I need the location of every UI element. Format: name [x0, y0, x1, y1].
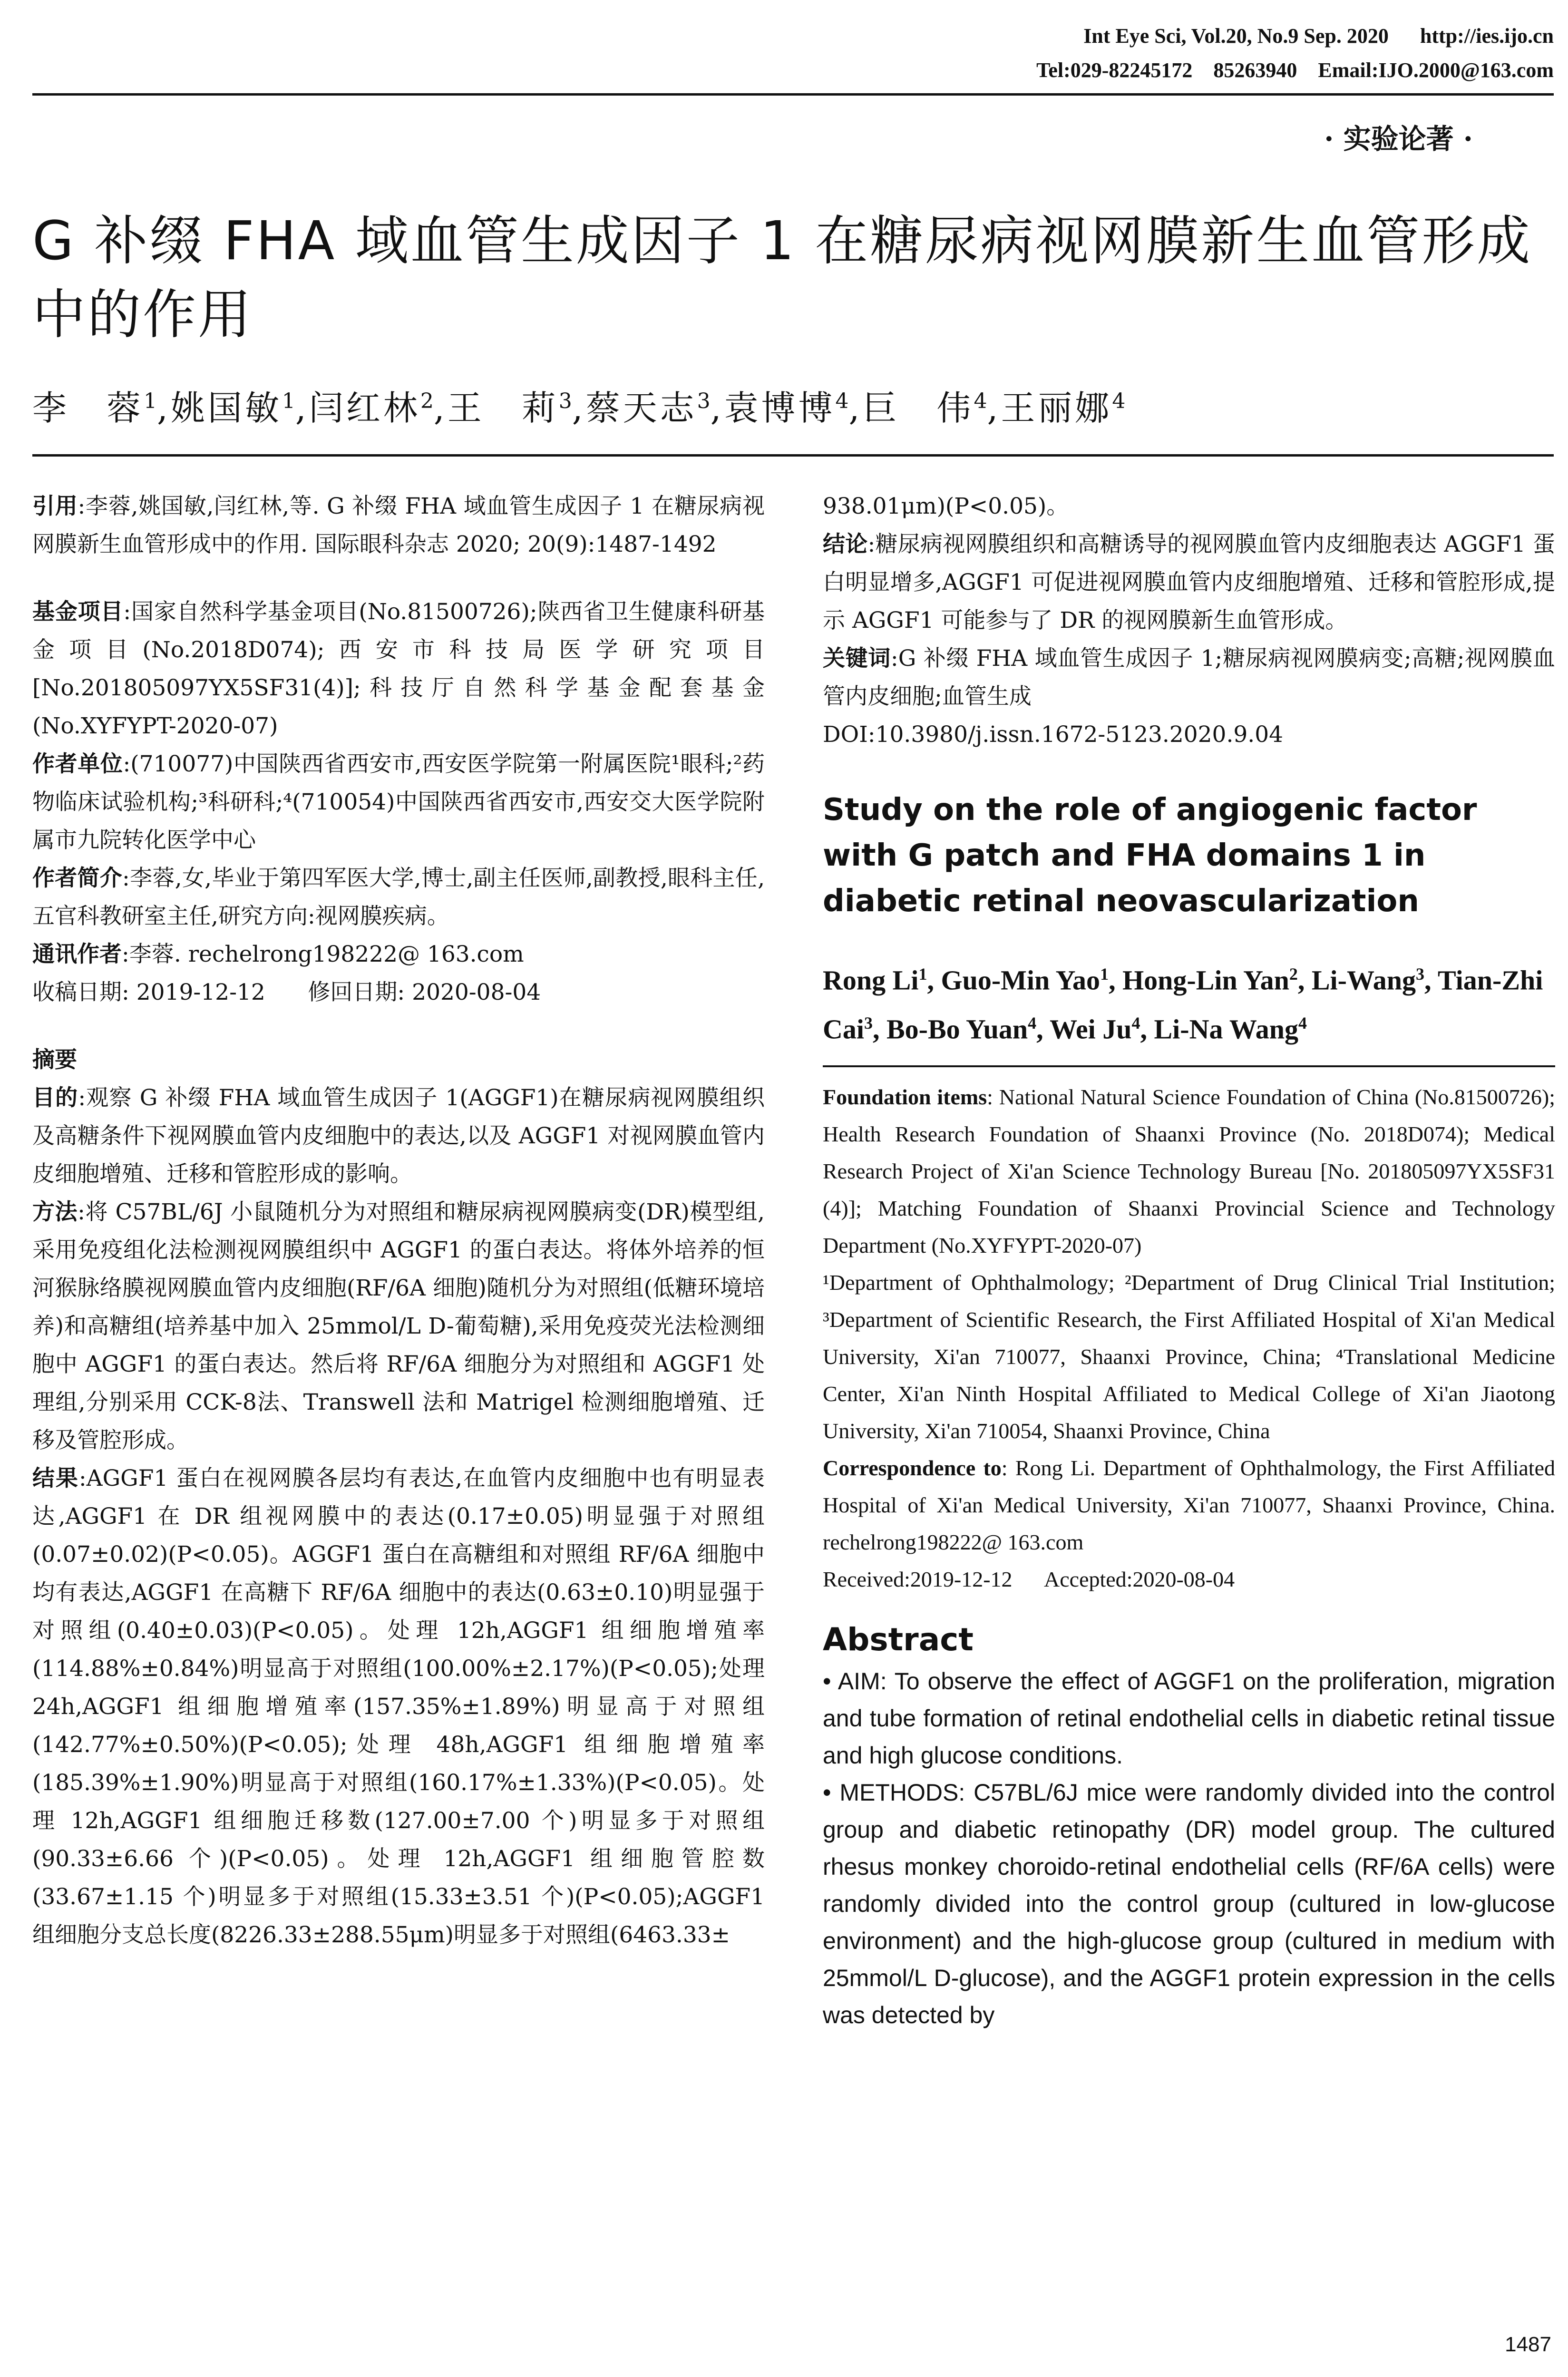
author-affiliation-mark: 2: [1289, 964, 1298, 984]
received-accepted: Received:2019-12-12 Accepted:2020-08-04: [823, 1567, 1235, 1591]
english-author-list: Rong Li$^1$, Guo-Min Yao$^1$, Hong-Lin Yan$^2$, Li-Wang$^3$, Tian-Zhi Cai$^3$, Bo-Bo Yuan$^4$, Wei Ju$^4$, Li-Na Wang$^4$: [823, 964, 1543, 1045]
funding-text: :国家自然科学基金项目(No.81500726);陕西省卫生健康科研基金项目(No.2018D074);西安市科技局医学研究项目[No.201805097YX5SF31(4)];科技厅自然科学基金配套基金(No.XYFYPT-2020-07): [32, 599, 765, 739]
abstract-methods-cn: [32, 1193, 765, 1460]
author-list: 李 蓉$^1$,姚国敏$^1$,闫红林$^2$,王 莉$^3$,蔡天志$^3$,袁博博$^4$,巨 伟$^4$,王丽娜$^4$: [32, 388, 1126, 428]
author-affiliation-mark: 2: [420, 389, 434, 413]
corresponding-author: [32, 935, 765, 974]
author-name: Tian-Zhi Cai: [823, 964, 1543, 1045]
received-dates: 收稿日期: 2019-12-12 修回日期: 2020-08-04: [32, 979, 541, 1005]
affiliation: [32, 745, 765, 859]
methods-label: 方法: [32, 1199, 78, 1225]
header-rule: [32, 93, 1554, 96]
author-affiliation-mark: 3: [864, 1013, 873, 1033]
conclusion-text: :糖尿病视网膜组织和高糖诱导的视网膜血管内皮细胞表达 AGGF1 蛋白明显增多,AGGF1 可促进视网膜血管内皮细胞增殖、迁移和管腔形成,提示 AGGF1 可能参与了 DR 的视网膜新生血管形成。: [823, 531, 1555, 633]
abstract-methods-en: [823, 1774, 1555, 2034]
author-name: Hong-Lin Yan: [1122, 964, 1289, 996]
author-affiliation-mark: 3: [697, 389, 711, 413]
author-affiliation-mark: 4: [1028, 1013, 1037, 1033]
aim-label-en: • AIM: [823, 1667, 880, 1695]
methods-text-en: : C57BL/6J mice were randomly divided into the control group and diabetic retinopathy (DR) model group. The cultured rhesus monkey choroido-retinal endothelial cells (RF/6A cells) were randomly divided into the control group (cultured in low-glucose environment) and the high-glucose group (cultured in medium with 25mmol/L D-glucose), and the AGGF1 protein expression in the cells was detected by: [823, 1779, 1555, 2028]
correspondence-label: Correspondence to: [823, 1455, 1002, 1480]
aim-label: 目的: [32, 1085, 78, 1111]
results-text: :AGGF1 蛋白在视网膜各层均有表达,在血管内皮细胞中也有明显表达,AGGF1 在 DR 组视网膜中的表达(0.17±0.05)明显强于对照组(0.07±0.02)(P<0.05)。AGGF1 蛋白在高糖组和对照组 RF/6A 细胞中均有表达,AGGF1 在高糖下 RF/6A 细胞中的表达(0.63±0.10)明显强于对照组(0.40±0.03)(P<0.05)。处理 12h,AGGF1 组细胞增殖率(114.88%±0.84%)明显高于对照组(100.00%±2.17%)(P<0.05);处理 24h,AGGF1 组细胞增殖率(157.35%±1.89%)明显高于对照组(142.77%±0.50%)(P<0.05);处理 48h,AGGF1 组细胞增殖率(185.39%±1.90%)明显高于对照组(160.17%±1.33%)(P<0.05)。处理 12h,AGGF1 组细胞迁移数(127.00±7.00 个)明显多于对照组(90.33±6.66 个)(P<0.05)。处理 12h,AGGF1 组细胞管腔数(33.67±1.15 个)明显多于对照组(15.33±3.51 个)(P<0.05);AGGF1 组细胞分支总长度(8226.33±288.55μm)明显多于对照组(6463.33±: [32, 1465, 765, 1948]
keywords-text: :G 补缀 FHA 域血管生成因子 1;糖尿病视网膜病变;高糖;视网膜血管内皮细胞;血管生成: [823, 645, 1556, 710]
author-name: 袁博博: [724, 388, 836, 428]
corresponding-author-label: 通讯作者: [32, 941, 122, 967]
abstract-heading-cn: 摘要: [32, 1047, 77, 1073]
author-name: Bo-Bo Yuan: [886, 1013, 1028, 1045]
author-name: 李 蓉: [32, 388, 144, 428]
author-affiliation-mark: 4: [974, 389, 987, 413]
funding: [32, 593, 765, 745]
title-rule: [32, 454, 1554, 457]
correspondence: [823, 1450, 1555, 1561]
keywords-label: 关键词: [823, 645, 891, 672]
correspondence-text: : Rong Li. Department of Ophthalmology, the First Affiliated Hospital of Xi'an Medical University, Xi'an 710077, Shaanxi Province, China. rechelrong198222@ 163.com: [823, 1455, 1555, 1554]
author-affiliation-mark: 4: [1131, 1013, 1140, 1033]
foundation-label: Foundation items: [823, 1084, 987, 1109]
citation-label: 引用: [32, 493, 78, 519]
author-name: Guo-Min Yao: [941, 964, 1101, 996]
abstract-aim-en: [823, 1663, 1555, 1774]
abstract-heading-en: Abstract: [823, 1621, 974, 1658]
author-name: 王 莉: [447, 388, 559, 428]
page-number: 1487: [1505, 2333, 1551, 2356]
results-continued: 938.01μm)(P<0.05)。: [823, 493, 1069, 519]
abstract-results-cn: [32, 1460, 765, 1954]
author-name: 姚国敏: [170, 388, 282, 428]
foundation-items: [823, 1079, 1555, 1264]
journal-header-line1: Int Eye Sci, Vol.20, No.9 Sep. 2020 http://ies.ijo.cn: [1083, 24, 1554, 48]
methods-text: :将 C57BL/6J 小鼠随机分为对照组和糖尿病视网膜病变(DR)模型组,采用免疫组化法检测视网膜组织中 AGGF1 的蛋白表达。将体外培养的恒河猴脉络膜视网膜血管内皮细胞(RF/6A 细胞)随机分为对照组(低糖环境培养)和高糖组(培养基中加入 25mmol/L D-葡萄糖),采用免疫荧光法检测细胞中 AGGF1 的蛋白表达。然后将 RF/6A 细胞分为对照组和 AGGF1 处理组,分别采用 CCK-8法、Transwell 法和 Matrigel 检测细胞增殖、迁移及管腔形成。: [32, 1199, 765, 1453]
author-name: 蔡天志: [585, 388, 697, 428]
author-name: 王丽娜: [1001, 388, 1112, 428]
citation: [32, 487, 765, 564]
author-name: Rong Li: [823, 964, 919, 996]
keywords-cn: [823, 640, 1555, 716]
affiliation-text: :(710077)中国陕西省西安市,西安医学院第一附属医院¹眼科;²药物临床试验机构;³科研科;⁴(710054)中国陕西省西安市,西安交大医学院附属市九院转化医学中心: [32, 751, 765, 853]
author-affiliation-mark: 4: [1112, 389, 1126, 413]
english-affiliations: ¹Department of Ophthalmology; ²Department of Drug Clinical Trial Institution; ³Department of Scientific Research, the First Affiliated Hospital of Xi'an Medical University, Xi'an 710077, Shaanxi Province, China; ⁴Translational Medicine Center, Xi'an Ninth Hospital Affiliated to Medical College of Xi'an Jiaotong University, Xi'an 710054, Shaanxi Province, China: [823, 1270, 1555, 1443]
abstract-aim-cn: [32, 1079, 765, 1193]
conclusion-label: 结论: [823, 531, 868, 557]
author-name: 巨 伟: [862, 388, 974, 428]
author-bio-text: :李蓉,女,毕业于第四军医大学,博士,副主任医师,副教授,眼科主任,五官科教研室主任,研究方向:视网膜疾病。: [32, 865, 765, 929]
author-affiliation-mark: 3: [1416, 964, 1425, 984]
author-bio: [32, 859, 765, 935]
author-affiliation-mark: 4: [835, 389, 849, 413]
section-tag: · 实验论著 ·: [1324, 123, 1473, 155]
author-affiliation-mark: 1: [282, 389, 295, 413]
author-affiliation-mark: 1: [144, 389, 157, 413]
author-affiliation-mark: 3: [558, 389, 572, 413]
foundation-text: : National Natural Science Foundation of China (No.81500726); Health Research Foundation of Shaanxi Province (No. 2018D074); Medical Research Project of Xi'an Science Technology Bureau [No. 201805097YX5SF31 (4)]; Matching Foundation of Shaanxi Provincial Science and Technology Department (No.XYFYPT-2020-07): [823, 1084, 1555, 1257]
corresponding-author-text: :李蓉. rechelrong198222@ 163.com: [122, 941, 524, 967]
author-affiliation-mark: 1: [918, 964, 927, 984]
left-column: [32, 487, 765, 1954]
author-affiliation-mark: 4: [1298, 1013, 1307, 1033]
aim-text-en: : To observe the effect of AGGF1 on the proliferation, migration and tube formation of retinal endothelial cells in diabetic retinal tissue and high glucose conditions.: [823, 1667, 1555, 1769]
doi: DOI:10.3980/j.issn.1672-5123.2020.9.04: [823, 721, 1284, 748]
aim-text: :观察 G 补缀 FHA 域血管生成因子 1(AGGF1)在糖尿病视网膜组织及高糖条件下视网膜血管内皮细胞中的表达,以及 AGGF1 对视网膜血管内皮细胞增殖、迁移和管腔形成的影响。: [32, 1085, 765, 1187]
journal-header-line2: Tel:029-82245172 85263940 Email:IJO.2000@163.com: [1036, 58, 1554, 82]
methods-label-en: • METHODS: [823, 1779, 959, 1806]
right-column: [823, 487, 1555, 2034]
affiliation-label: 作者单位: [32, 751, 123, 777]
page-title: G 补缀 FHA 域血管生成因子 1 在糖尿病视网膜新生血管形成中的作用: [32, 210, 1532, 346]
results-label: 结果: [32, 1465, 79, 1491]
author-name: Li-Na Wang: [1154, 1013, 1298, 1045]
author-name: Wei Ju: [1050, 1013, 1132, 1045]
citation-text: :李蓉,姚国敏,闫红林,等. G 补缀 FHA 域血管生成因子 1 在糖尿病视网膜新生血管形成中的作用. 国际眼科杂志 2020; 20(9):1487-1492: [32, 493, 765, 557]
author-name: 闫红林: [309, 388, 420, 428]
abstract-conclusion-cn: [823, 526, 1555, 640]
author-bio-label: 作者简介: [32, 865, 123, 891]
author-name: Li-Wang: [1311, 964, 1416, 996]
funding-label: 基金项目: [32, 599, 124, 625]
author-affiliation-mark: 1: [1100, 964, 1109, 984]
english-title: Study on the role of angiogenic factor with G patch and FHA domains 1 in diabetic retinal neovascularization: [823, 792, 1477, 919]
